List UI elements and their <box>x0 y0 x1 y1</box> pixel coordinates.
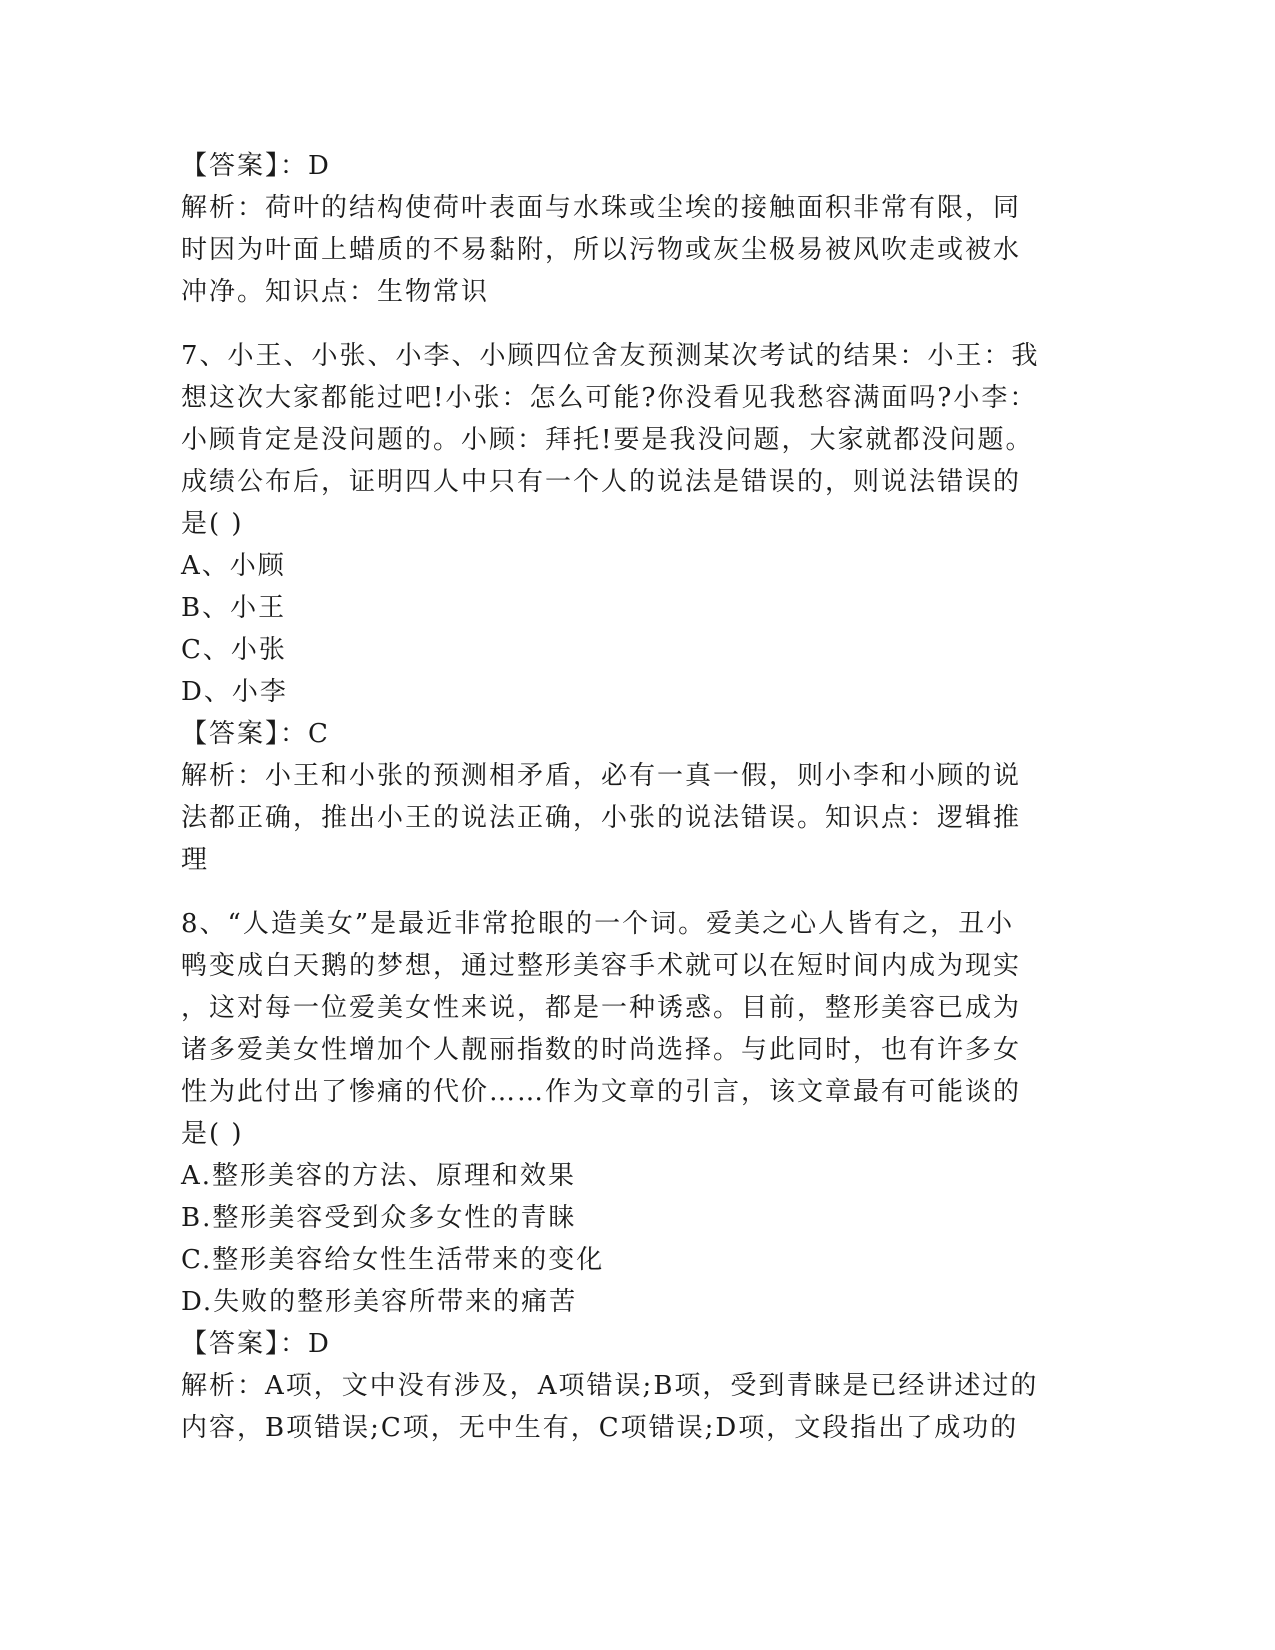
question-stem-line: 小顾肯定是没问题的。小顾：拜托!要是我没问题，大家就都没问题。 <box>181 425 1034 455</box>
question-stem-line: 想这次大家都能过吧!小张：怎么可能?你没看见我愁容满面吗?小李： <box>181 383 1038 413</box>
analysis-line: 时因为叶面上蜡质的不易黏附，所以污物或灰尘极易被风吹走或被水 <box>181 235 1022 265</box>
option-c: C.整形美容给女性生活带来的变化 <box>181 1245 605 1275</box>
option-a: A.整形美容的方法、原理和效果 <box>181 1161 577 1191</box>
paragraph-gap <box>181 313 1081 335</box>
question-stem-line: 是( ) <box>181 509 244 539</box>
option-c: C、小张 <box>181 635 287 665</box>
question-stem-line: 是( ) <box>181 1119 244 1149</box>
analysis-line: 内容，B项错误;C项，无中生有，C项错误;D项，文段指出了成功的 <box>181 1413 1019 1443</box>
option-a: A、小顾 <box>181 551 286 581</box>
question-stem-line: 鸭变成白天鹅的梦想，通过整形美容手术就可以在短时间内成为现实 <box>181 951 1022 981</box>
question-stem-line: 诸多爱美女性增加个人靓丽指数的时尚选择。与此同时，也有许多女 <box>181 1035 1022 1065</box>
question-stem-line: 性为此付出了惨痛的代价……作为文章的引言，该文章最有可能谈的 <box>181 1077 1022 1107</box>
option-b: B、小王 <box>181 593 287 623</box>
answer-line: 【答案】：C <box>181 719 330 749</box>
analysis-line: 冲净。知识点：生物常识 <box>181 277 490 307</box>
option-b: B.整形美容受到众多女性的青睐 <box>181 1203 577 1233</box>
analysis-line: 解析：A项，文中没有涉及，A项错误;B项，受到青睐是已经讲述过的 <box>181 1371 1039 1401</box>
question-stem-line: 成绩公布后，证明四人中只有一个人的说法是错误的，则说法错误的 <box>181 467 1022 497</box>
analysis-line: 理 <box>181 845 210 875</box>
analysis-line: 解析：荷叶的结构使荷叶表面与水珠或尘埃的接触面积非常有限，同 <box>181 193 1022 223</box>
option-d: D、小李 <box>181 677 288 707</box>
question-stem-line: ，这对每一位爱美女性来说，都是一种诱惑。目前，整形美容已成为 <box>181 993 1022 1023</box>
analysis-line: 法都正确，推出小王的说法正确，小张的说法错误。知识点：逻辑推 <box>181 803 1022 833</box>
answer-line: 【答案】：D <box>181 1329 331 1359</box>
question-stem-line: 8、“人造美女”是最近非常抢眼的一个词。爱美之心人皆有之，丑小 <box>181 909 1015 939</box>
paragraph-gap <box>181 881 1081 903</box>
option-d: D.失败的整形美容所带来的痛苦 <box>181 1287 578 1317</box>
answer-line: 【答案】：D <box>181 151 331 181</box>
question-stem-line: 7、小王、小张、小李、小顾四位舍友预测某次考试的结果：小王：我 <box>181 341 1040 371</box>
analysis-line: 解析：小王和小张的预测相矛盾，必有一真一假，则小李和小顾的说 <box>181 761 1022 791</box>
document-page <box>181 145 1081 1449</box>
